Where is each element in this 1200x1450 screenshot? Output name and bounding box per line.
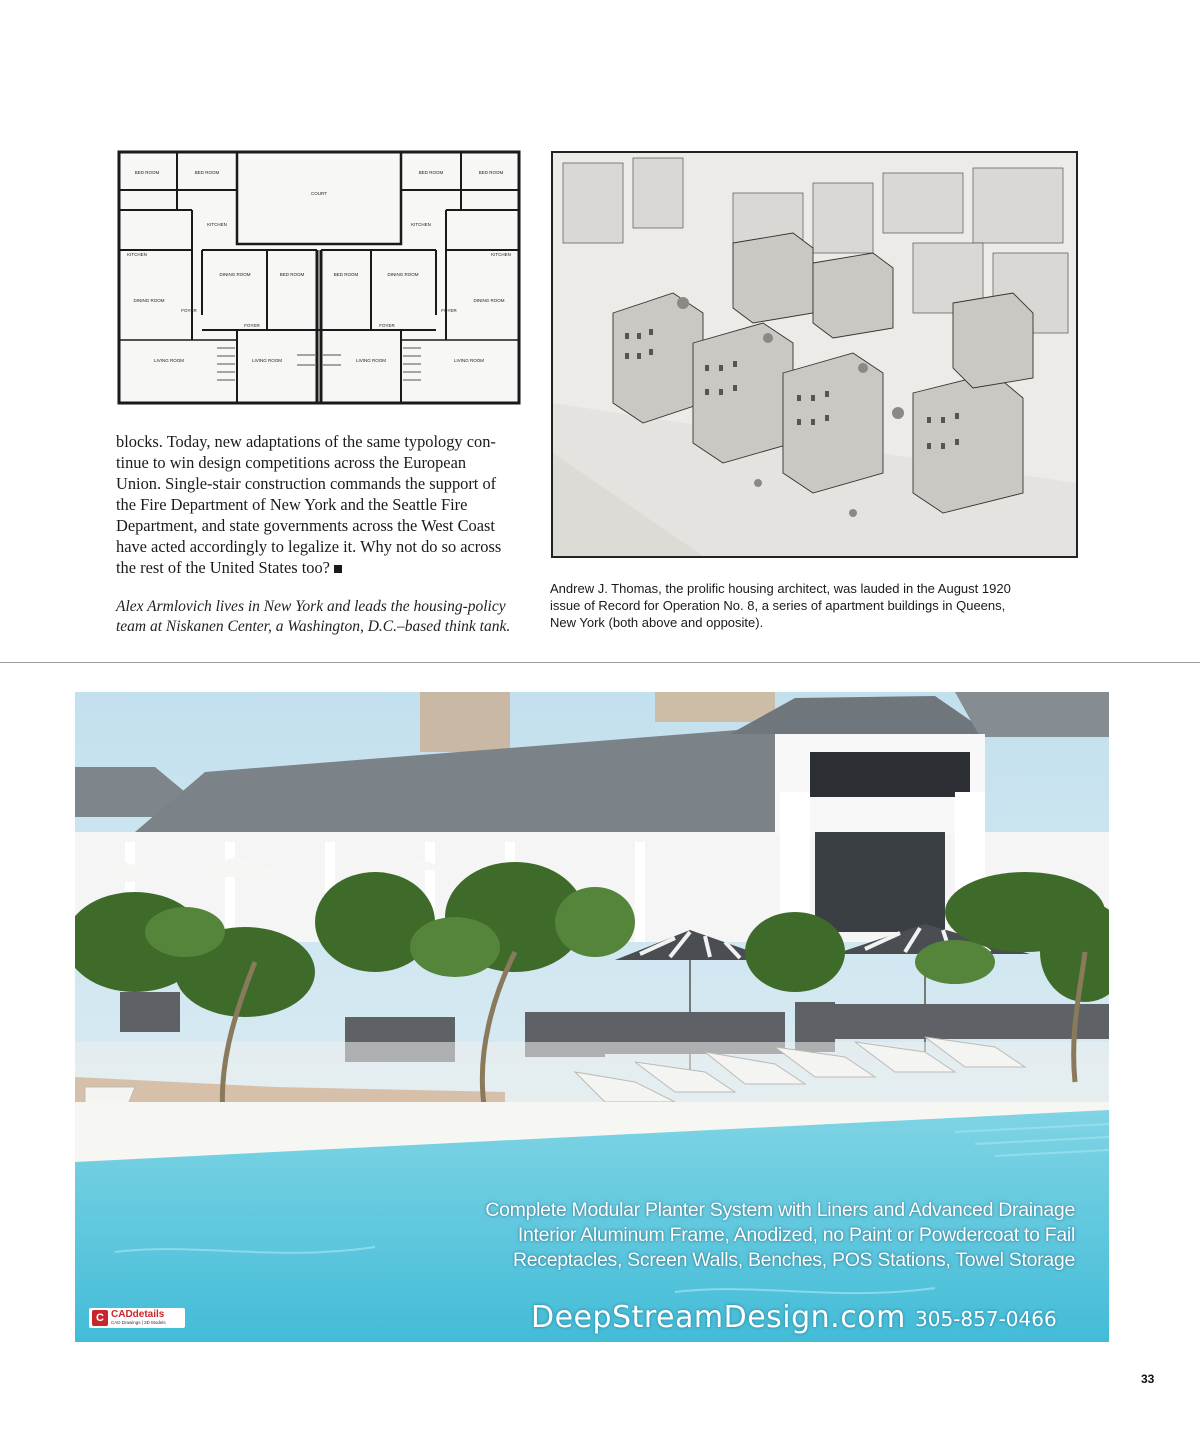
room-label: KITCHEN: [411, 222, 431, 227]
end-mark-icon: [334, 565, 342, 573]
body-line: the Fire Department of New York and the Seattle Fire: [116, 495, 468, 514]
section-divider: [0, 662, 1200, 663]
aerial-sketch-svg: [553, 153, 1076, 556]
caddetails-logo-icon: C: [92, 1310, 108, 1326]
room-label: LIVING ROOM: [355, 358, 387, 363]
caddetails-name: CADdetails: [111, 1309, 165, 1320]
room-label: LIVING ROOM: [453, 358, 485, 363]
room-label: BED ROOM: [279, 272, 305, 277]
room-label: KITCHEN: [491, 252, 511, 257]
author-bio: [116, 597, 526, 637]
ad-tagline-3: Receptacles, Screen Walls, Benches, POS Stations, Towel Storage: [512, 1249, 1075, 1271]
body-line: have acted accordingly to legalize it. Why not do so across: [116, 537, 502, 556]
room-label: FOYER: [244, 323, 260, 328]
floor-plan-drawing: [117, 150, 521, 405]
room-label: FOYER: [379, 323, 395, 328]
author-bio-line: team at Niskanen Center, a Washington, D.C.–based think tank.: [116, 618, 511, 635]
caption-line: issue of Record for Operation No. 8, a series of apartment buildings in Queens,: [550, 598, 1006, 613]
room-label: BED ROOM: [194, 170, 220, 175]
room-label: BED ROOM: [478, 170, 504, 175]
room-label: DINING ROOM: [219, 272, 251, 277]
court-label: COURT: [311, 191, 327, 196]
room-label: LIVING ROOM: [251, 358, 283, 363]
room-label: DINING ROOM: [387, 272, 419, 277]
room-label: LIVING ROOM: [153, 358, 185, 363]
body-line: Union. Single-stair construction commands the support of: [116, 474, 497, 493]
caption-line: Andrew J. Thomas, the prolific housing architect, was lauded in the August 1920: [550, 581, 1011, 596]
room-label: BED ROOM: [418, 170, 444, 175]
ad-tagline-2: Interior Aluminum Frame, Anodized, no Paint or Powdercoat to Fail: [517, 1224, 1075, 1246]
room-label: KITCHEN: [127, 252, 147, 257]
body-line: Department, and state governments across the West Coast: [116, 516, 495, 535]
caddetails-text: [111, 1310, 166, 1326]
caddetails-badge[interactable]: [89, 1308, 185, 1328]
ad-website-link[interactable]: DeepStreamDesign.com: [531, 1300, 906, 1335]
ad-phone-number: 305-857-0466: [915, 1307, 1057, 1331]
body-line: blocks. Today, new adaptations of the same typology con-: [116, 432, 496, 451]
page-number: 33: [1141, 1372, 1155, 1386]
room-label: BED ROOM: [333, 272, 359, 277]
floor-plan-svg: [117, 150, 521, 405]
author-bio-line: Alex Armlovich lives in New York and leads the housing-policy: [116, 598, 506, 615]
room-label: FOYER: [441, 308, 457, 313]
body-line-last: [116, 557, 520, 578]
caddetails-subtitle: CAD Drawings | 3D Models: [111, 1320, 166, 1325]
ad-tagline-1: Complete Modular Planter System with Liners and Advanced Drainage: [485, 1199, 1075, 1221]
advertisement[interactable]: [75, 692, 1109, 1342]
room-label: DINING ROOM: [133, 298, 165, 303]
room-label: BED ROOM: [134, 170, 160, 175]
room-label: DINING ROOM: [473, 298, 505, 303]
aerial-sketch-image: [551, 151, 1078, 558]
room-label: KITCHEN: [207, 222, 227, 227]
body-line: tinue to win design competitions across the European: [116, 453, 467, 472]
caption-line: New York (both above and opposite).: [550, 615, 764, 630]
image-caption: [550, 580, 1090, 631]
room-label: FOYER: [181, 308, 197, 313]
body-line: the rest of the United States too?: [116, 558, 330, 577]
article-body: [116, 431, 520, 578]
